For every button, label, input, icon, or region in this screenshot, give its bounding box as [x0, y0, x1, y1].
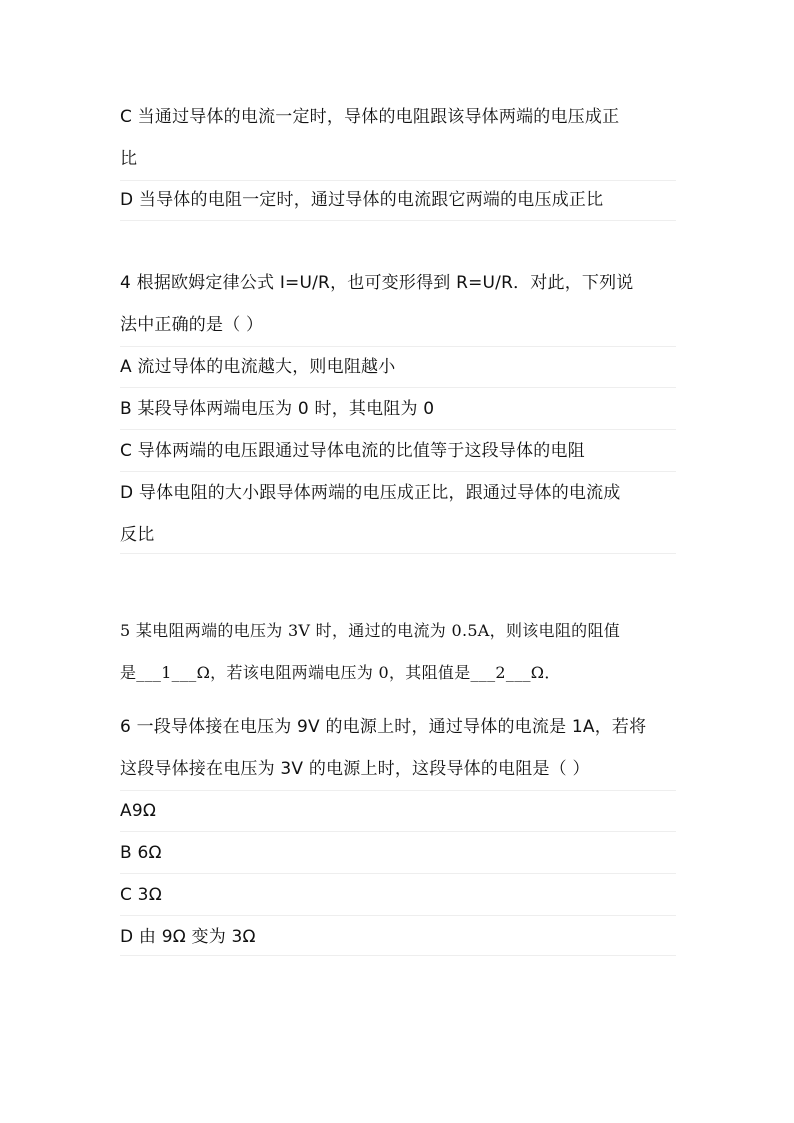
divider [120, 387, 676, 388]
q5-stem-line1: 5 某电阻两端的电压为 3V 时，通过的电流为 0.5A，则该电阻的阻值 [120, 621, 621, 640]
q4-option-c: C 导体两端的电压跟通过导体电流的比值等于这段导体的电阻 [120, 441, 585, 461]
q4-stem-line1: 4 根据欧姆定律公式 I=U/R，也可变形得到 R=U/R．对此，下列说 [120, 273, 634, 293]
q4-stem-line2: 法中正确的是（ ） [120, 315, 264, 335]
q6-option-a: A9Ω [120, 801, 157, 821]
question-4 [120, 262, 676, 554]
divider [120, 790, 676, 791]
q3-option-c-line2: 比 [120, 149, 138, 169]
divider [120, 915, 676, 916]
q4-option-d-line2: 反比 [120, 525, 155, 545]
divider [120, 471, 676, 472]
divider [120, 955, 676, 956]
divider [120, 346, 676, 347]
divider [120, 180, 676, 181]
divider [120, 831, 676, 832]
q6-option-c: C 3Ω [120, 885, 162, 905]
divider [120, 553, 676, 554]
question-5 [120, 610, 676, 692]
q4-option-d-line1: D 导体电阻的大小跟导体两端的电压成正比，跟通过导体的电流成 [120, 483, 621, 503]
q6-stem-line2: 这段导体接在电压为 3V 的电源上时，这段导体的电阻是（ ） [120, 759, 590, 779]
divider [120, 429, 676, 430]
q5-stem-line2: 是___1___Ω，若该电阻两端电压为 0，其阻值是___2___Ω． [120, 663, 561, 682]
divider [120, 220, 676, 221]
question-6 [120, 706, 676, 956]
q4-option-a: A 流过导体的电流越大，则电阻越小 [120, 357, 396, 377]
question-3-options [120, 100, 676, 222]
q3-option-d: D 当导体的电阻一定时，通过导体的电流跟它两端的电压成正比 [120, 190, 604, 210]
divider [120, 873, 676, 874]
q4-option-b: B 某段导体两端电压为 0 时，其电阻为 0 [120, 399, 435, 419]
q6-option-b: B 6Ω [120, 843, 162, 863]
q3-option-c-line1: C 当通过导体的电流一定时，导体的电阻跟该导体两端的电压成正 [120, 107, 620, 127]
q6-stem-line1: 6 一段导体接在电压为 9V 的电源上时，通过导体的电流是 1A，若将 [120, 717, 647, 737]
q6-option-d: D 由 9Ω 变为 3Ω [120, 927, 256, 947]
